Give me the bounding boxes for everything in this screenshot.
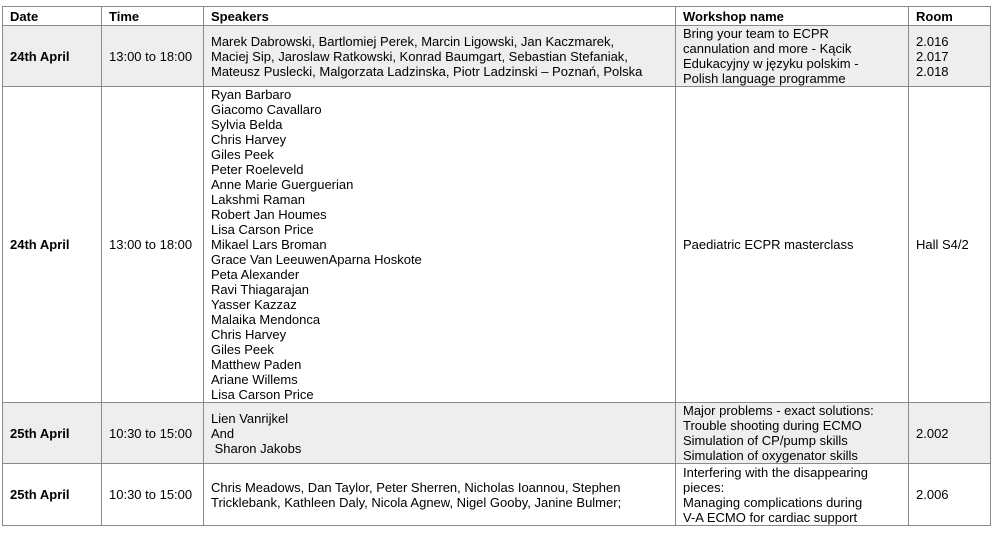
workshop-line: Simulation of oxygenator skills — [683, 448, 858, 463]
header-date: Date — [3, 7, 102, 26]
room-line: 2.016 — [916, 33, 949, 49]
header-room: Room — [909, 7, 991, 26]
room-cell — [909, 403, 991, 464]
speaker-line: Peta Alexander — [211, 267, 300, 282]
table-row — [3, 403, 991, 464]
speaker-line: Chris Meadows, Dan Taylor, Peter Sherren, Nicholas Ioannou, Stephen — [211, 479, 621, 495]
workshop-cell — [676, 26, 909, 87]
workshop-line: Simulation of CP/pump skills — [683, 433, 848, 448]
room-cell — [909, 87, 991, 403]
speaker-line: Malaika Mendonca — [211, 312, 321, 327]
header-time: Time — [102, 7, 204, 26]
date-cell: 25th April — [3, 464, 102, 526]
speaker-line: Lakshmi Raman — [211, 192, 305, 207]
workshop-line: V-A ECMO for cardiac support — [683, 509, 858, 525]
speaker-line: Lisa Carson Price — [211, 387, 314, 402]
speaker-line: And — [211, 425, 235, 441]
workshop-cell — [676, 87, 909, 403]
header-row — [3, 7, 991, 26]
speakers-cell — [204, 87, 676, 403]
header-workshop: Workshop name — [676, 7, 909, 26]
speaker-line: Yasser Kazzaz — [211, 297, 297, 312]
speaker-line: Anne Marie Guerguerian — [211, 177, 354, 192]
workshop-line: Interfering with the disappearing — [683, 464, 869, 480]
workshop-cell — [676, 403, 909, 464]
speaker-line: Chris Harvey — [211, 327, 287, 342]
workshop-line: Paediatric ECPR masterclass — [683, 237, 854, 252]
speakers-cell — [204, 26, 676, 87]
room-line: 2.018 — [916, 63, 949, 79]
speakers-cell — [204, 403, 676, 464]
workshop-schedule-table — [2, 6, 991, 526]
header-speakers: Speakers — [204, 7, 676, 26]
time-cell: 13:00 to 18:00 — [102, 87, 204, 403]
date-cell: 24th April — [3, 26, 102, 87]
speaker-line: Peter Roeleveld — [211, 162, 304, 177]
time-cell: 13:00 to 18:00 — [102, 26, 204, 87]
table-row — [3, 26, 991, 87]
time-cell: 10:30 to 15:00 — [102, 464, 204, 526]
speaker-line: Mikael Lars Broman — [211, 237, 327, 252]
room-cell — [909, 464, 991, 526]
workshop-line: Bring your team to ECPR — [683, 26, 829, 41]
workshop-line: Major problems - exact solutions: — [683, 403, 874, 418]
speaker-line: Chris Harvey — [211, 132, 287, 147]
speaker-line: Giles Peek — [211, 147, 274, 162]
speaker-line: Matthew Paden — [211, 357, 302, 372]
workshop-line: Managing complications during — [683, 494, 863, 510]
speaker-line: Sharon Jakobs — [211, 440, 302, 456]
room-line: 2.002 — [916, 425, 949, 441]
time-cell: 10:30 to 15:00 — [102, 403, 204, 464]
speaker-line: Ravi Thiagarajan — [211, 282, 310, 297]
speaker-line: Robert Jan Houmes — [211, 207, 327, 222]
speaker-line: Mateusz Puslecki, Malgorzata Ladzinska, Piotr Ladzinski – Poznań, Polska — [211, 63, 643, 79]
speaker-line: Sylvia Belda — [211, 117, 283, 132]
speaker-line: Lisa Carson Price — [211, 222, 314, 237]
speaker-line: Marek Dabrowski, Bartlomiej Perek, Marcin Ligowski, Jan Kaczmarek, — [211, 33, 615, 49]
speaker-line: Maciej Sip, Jaroslaw Ratkowski, Konrad Baumgart, Sebastian Stefaniak, — [211, 48, 628, 64]
workshop-line: Trouble shooting during ECMO — [683, 418, 862, 433]
speaker-line: Ryan Barbaro — [211, 87, 292, 102]
speaker-line: Tricklebank, Kathleen Daly, Nicola Agnew, Nigel Gooby, Janine Bulmer; — [211, 494, 622, 510]
date-cell: 24th April — [3, 87, 102, 403]
speaker-line: Ariane Willems — [211, 372, 298, 387]
speaker-line: Giacomo Cavallaro — [211, 102, 322, 117]
workshop-line: cannulation and more - Kącik — [683, 41, 852, 56]
speaker-line: Lien Vanrijkel — [211, 410, 289, 426]
workshop-line: Edukacyjny w języku polskim - — [683, 56, 859, 71]
workshop-line: pieces: — [683, 479, 725, 495]
workshop-line: Polish language programme — [683, 71, 846, 86]
date-cell: 25th April — [3, 403, 102, 464]
workshop-cell — [676, 464, 909, 526]
room-line: 2.006 — [916, 487, 949, 502]
speaker-line: Giles Peek — [211, 342, 274, 357]
speaker-line: Grace Van LeeuwenAparna Hoskote — [211, 252, 422, 267]
table-row — [3, 464, 991, 526]
speakers-cell — [204, 464, 676, 526]
room-cell — [909, 26, 991, 87]
room-line: 2.017 — [916, 48, 949, 64]
table-row — [3, 87, 991, 403]
room-line: Hall S4/2 — [916, 237, 969, 252]
